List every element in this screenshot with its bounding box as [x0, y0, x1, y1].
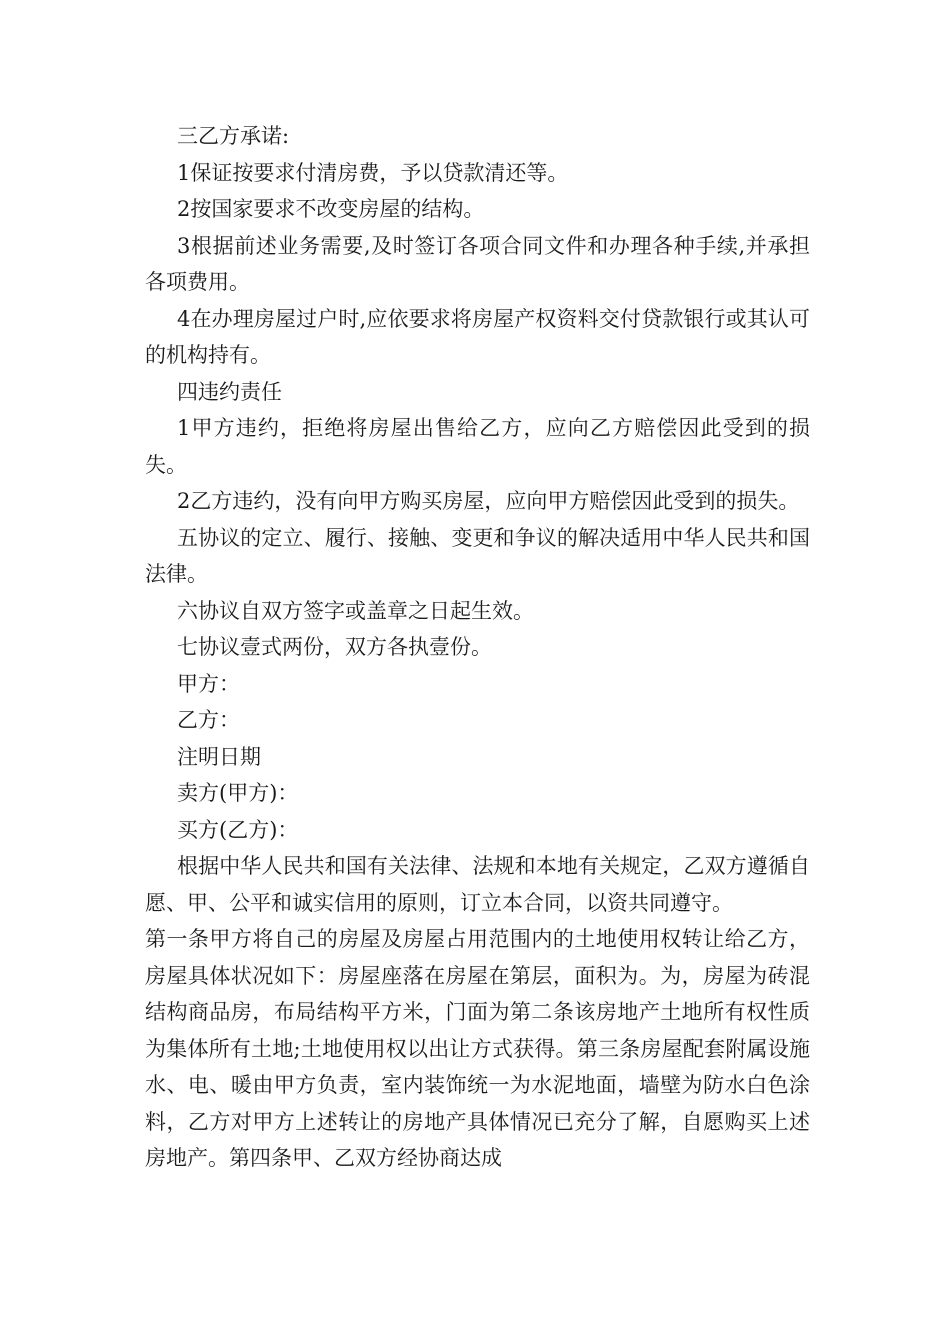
- paragraph: 根据中华人民共和国有关法律、法规和本地有关规定，乙双方遵循自愿、甲、公平和诚实信用的原则，订立本合同，以资共同遵守。: [145, 854, 810, 915]
- contract-articles-paragraph: 第一条甲方将自己的房屋及房屋占用范围内的土地使用权转让给乙方，房屋具体状况如下：房屋座落在房屋在第层，面积为。为，房屋为砖混结构商品房，布局结构平方米，门面为第二条该房地产土地所有权性质为集体所有土地;土地使用权以出让方式获得。第三条房屋配套附属设施水、电、暖由甲方负责，室内装饰统一为水泥地面，墙壁为防水白色涂料，乙方对甲方上述转让的房地产具体情况已充分了解，自愿购买上述房地产。第四条甲、乙双方经协商达成: [145, 927, 810, 1170]
- paragraph: 1甲方违约，拒绝将房屋出售给乙方，应向乙方赔偿因此受到的损失。: [145, 416, 810, 477]
- paragraph: 七协议壹式两份，双方各执壹份。: [177, 635, 492, 659]
- signature-label-party-a: 甲方：: [177, 671, 240, 696]
- paragraph: 六协议自双方签字或盖章之日起生效。: [177, 598, 534, 623]
- section-title-breach-liability: 四违约责任: [177, 379, 282, 404]
- paragraph: 五协议的定立、履行、接触、变更和争议的解决适用中华人民共和国法律。: [145, 525, 810, 586]
- paragraph: 3根据前述业务需要,及时签订各项合同文件和办理各种手续,并承担各项费用。: [145, 233, 810, 294]
- buyer-label: 买方(乙方)：: [177, 817, 299, 842]
- paragraph: 2按国家要求不改变房屋的结构。: [177, 197, 485, 221]
- signature-label-party-b: 乙方：: [177, 708, 240, 732]
- date-label: 注明日期: [177, 744, 261, 769]
- paragraph: 2乙方违约，没有向甲方购买房屋，应向甲方赔偿因此受到的损失。: [177, 489, 800, 513]
- paragraph: 1保证按要求付清房费，予以贷款清还等。: [177, 160, 569, 185]
- seller-label: 卖方(甲方)：: [177, 781, 299, 805]
- section-title-party-b-promise: 三乙方承诺:: [177, 124, 290, 148]
- document-page: [145, 118, 810, 1177]
- paragraph: 4在办理房屋过户时,应依要求将房屋产权资料交付贷款银行或其认可的机构持有。: [145, 306, 810, 367]
